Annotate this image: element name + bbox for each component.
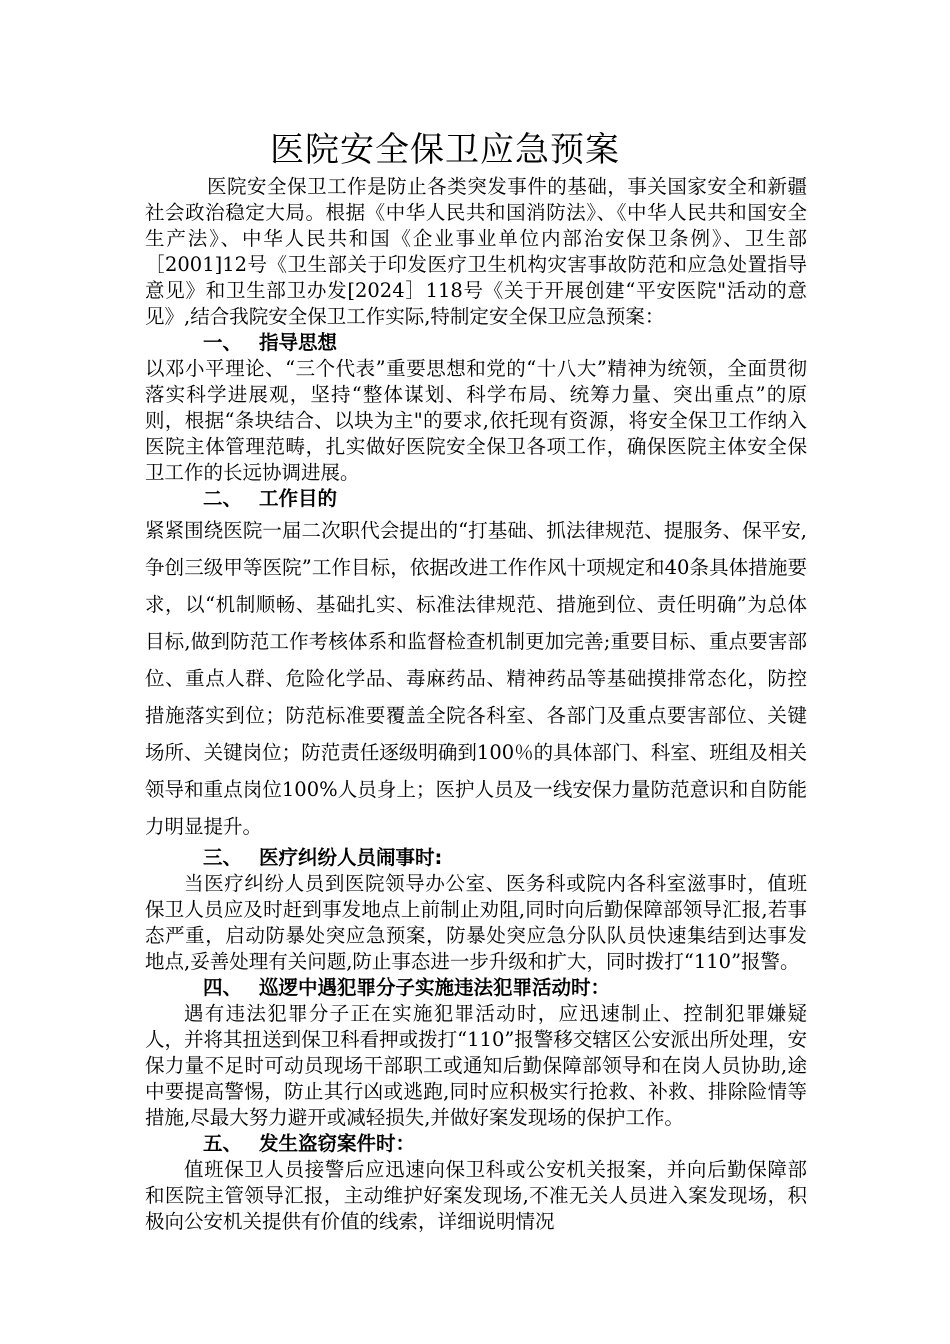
document-body [145, 174, 807, 1235]
section-paragraph: 以邓小平理论、“三个代表”重要思想和党的“十八大”精神为统领，全面贯彻落实科学进展观，坚持“整体谋划、科学布局、统筹力量、突出重点”的原则，根据“条块结合、以块为主"的要求,依托现有资源，将安全保卫工作纳入医院主体管理范畴，扎实做好医院安全保卫各项工作，确保医院主体安全保卫工作的长远协调进展。 [145, 357, 807, 484]
section-number: 二、 [203, 487, 243, 510]
section-heading-text: 指导思想 [259, 331, 338, 354]
section-heading-text: 工作目的 [259, 487, 338, 510]
section-number: 一、 [203, 331, 243, 354]
section-number: 五、 [203, 1132, 243, 1155]
section-paragraph-part: 紧紧围绕医院一届二次职代会提出的“打基础、抓法律规范、提服务、保平安,争创三级甲等医院”工作目标，依据改进工作作风十项规定和40条具体措施要求，以“机制顺畅、基础扎实、标准法律规范、措施到位、责任明确”为总体目标, [145, 519, 807, 653]
section-heading-medical-dispute [145, 845, 807, 871]
section-heading-theft-case [145, 1131, 807, 1157]
document-title: 医院安全保卫应急预案 [270, 130, 620, 170]
section-heading-guiding-ideology [145, 330, 807, 356]
section-heading-work-purpose [145, 486, 807, 512]
intro-paragraph: 医院安全保卫工作是防止各类突发事件的基础，事关国家安全和新疆社会政治稳定大局。根据《中华人民共和国消防法》、《中华人民共和国安全生产法》、中华人民共和国《企业事业单位内部治安保卫条例》、卫生部［2001]12号《卫生部关于印发医疗卫生机构灾害事故防范和应急处置指导意见》和卫生部卫办发[2024］118号《关于开展创建“平安医院"活动的意见》,结合我院安全保卫工作实际,特制定安全保卫应急预案： [145, 175, 807, 328]
section-paragraph: 值班保卫人员接警后应迅速向保卫科或公安机关报案，并向后勤保障部和医院主管领导汇报，主动维护好案发现场,不准无关人员进入案发现场，积极向公安机关提供有价值的线索，详细说明情况 [145, 1158, 807, 1233]
section-paragraph: 当医疗纠纷人员到医院领导办公室、医务科或院内各科室滋事时，值班保卫人员应及时赶到事发地点上前制止劝阻,同时向后勤保障部领导汇报,若事态严重，启动防暴处突应急预案，防暴处突应急分队队员快速集结到达事发地点,妥善处理有关问题,防止事态进一步升级和扩大，同时拨打“110”报警。 [145, 872, 807, 973]
section-number: 四、 [203, 976, 243, 999]
section-heading-patrol-crime [145, 975, 807, 1001]
section-number: 三、 [203, 846, 243, 869]
section-heading-text: 医疗纠纷人员闹事时: [259, 846, 443, 869]
section-paragraph: 遇有违法犯罪分子正在实施犯罪活动时，应迅速制止、控制犯罪嫌疑人，并将其扭送到保卫科看押或拨打“110”报警移交辖区公安派出所处理，安保力量不足时可动员现场干部职工或通知后勤保障部领导和在岗人员协助,途中要提高警惕，防止其行凶或逃跑,同时应积极实行抢救、补救、排除险情等措施,尽最大努力避开或减轻损失,并做好案发现场的保护工作。 [145, 1002, 807, 1129]
section-heading-text: 巡逻中遇犯罪分子实施违法犯罪活动时： [259, 976, 611, 999]
section-paragraph [145, 512, 807, 845]
section-heading-text: 发生盗窃案件时： [259, 1132, 416, 1155]
section-paragraph-part: 做到防范工作考核体系和监督检查机制更加完善;重要目标、重点要害部位、重点人群、危险化学品、毒麻药品、精神药品等基础摸排常态化，防控措施落实到位；防范标准要覆盖全院各科室、各部门及重点要害部位、关键场所、关键岗位；防范责任逐级明确到100％的具体部门、科室、班组及相关领导和重点岗位100%人员身上；医护人员及一线安保力量防范意识和自防能力明显提升。 [145, 630, 807, 838]
